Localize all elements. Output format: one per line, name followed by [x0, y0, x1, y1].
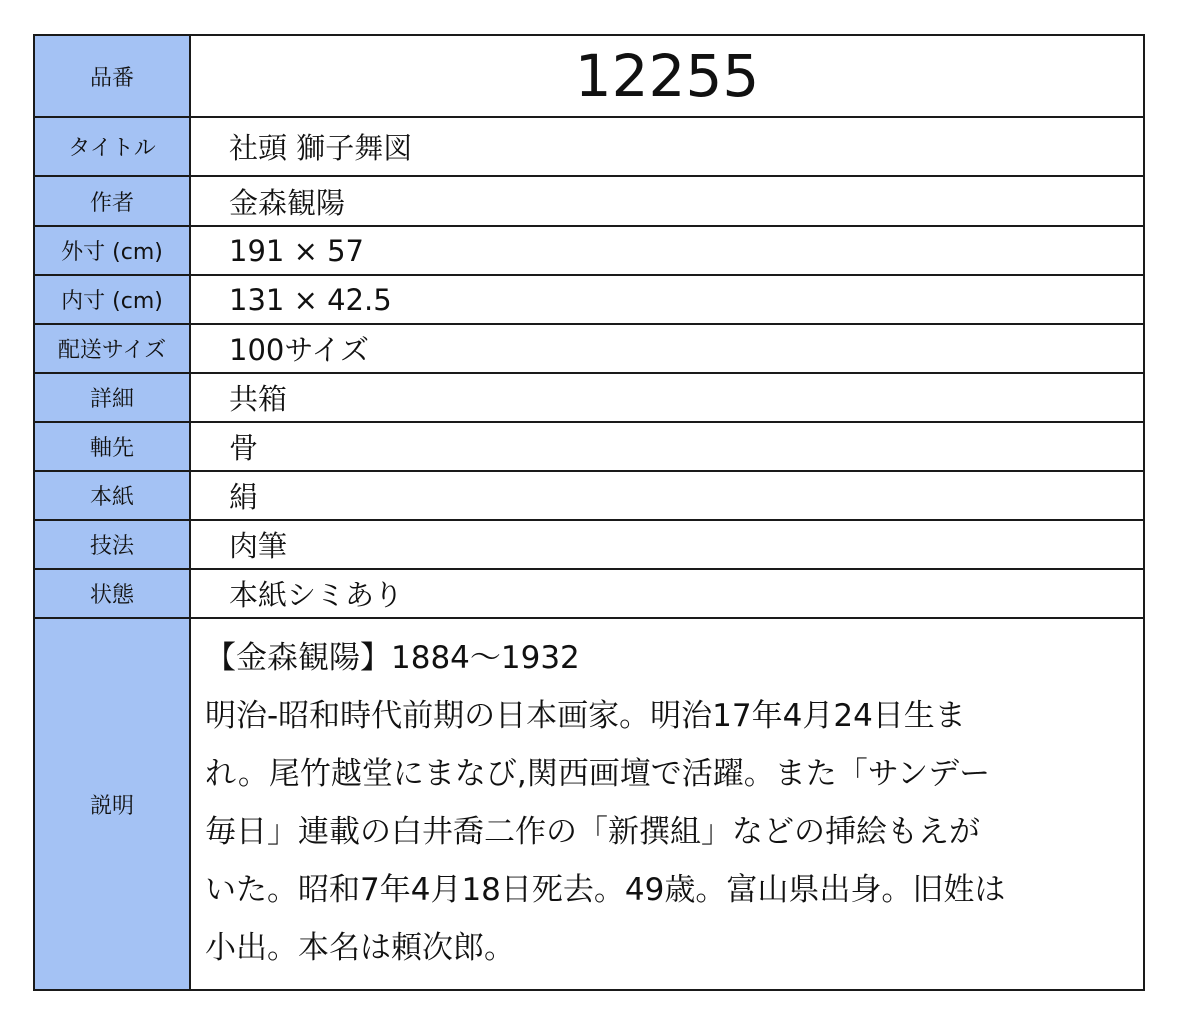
description-label: 説明: [34, 618, 190, 990]
shipping-size-label: 配送サイズ: [34, 324, 190, 373]
description-text: [190, 618, 1144, 990]
row-inner-size: [34, 275, 1144, 324]
description-line: 【金森観陽】1884〜1932: [205, 640, 580, 676]
inner-size-value: 131 × 42.5: [190, 275, 1144, 324]
inner-size-label: 内寸 (cm): [34, 275, 190, 324]
row-description: [34, 618, 1144, 990]
row-roller-ends: [34, 422, 1144, 471]
technique-label: 技法: [34, 520, 190, 569]
product-spec-table: [33, 34, 1145, 991]
row-author: [34, 176, 1144, 226]
row-details: [34, 373, 1144, 422]
description-line: 明治-昭和時代前期の日本画家。明治17年4月24日生ま: [205, 698, 966, 734]
item-number-value: 12255: [190, 35, 1144, 117]
roller-ends-label: 軸先: [34, 422, 190, 471]
title-label: タイトル: [34, 117, 190, 176]
description-line: いた。昭和7年4月18日死去。49歳。富山県出身。旧姓は: [205, 872, 1006, 908]
condition-label: 状態: [34, 569, 190, 618]
row-item-number: [34, 35, 1144, 117]
row-technique: [34, 520, 1144, 569]
author-value: 金森観陽: [190, 176, 1144, 226]
row-base-material: [34, 471, 1144, 520]
item-number-label: 品番: [34, 35, 190, 117]
description-line: 小出。本名は頼次郎。: [205, 930, 515, 966]
base-material-value: 絹: [190, 471, 1144, 520]
outer-size-value: 191 × 57: [190, 226, 1144, 275]
row-outer-size: [34, 226, 1144, 275]
description-line: れ。尾竹越堂にまなび,関西画壇で活躍。また「サンデー: [205, 756, 991, 792]
roller-ends-value: 骨: [190, 422, 1144, 471]
description-line: 毎日」連載の白井喬二作の「新撰組」などの挿絵もえが: [205, 814, 980, 850]
row-condition: [34, 569, 1144, 618]
details-label: 詳細: [34, 373, 190, 422]
outer-size-label: 外寸 (cm): [34, 226, 190, 275]
shipping-size-value: 100サイズ: [190, 324, 1144, 373]
technique-value: 肉筆: [190, 520, 1144, 569]
details-value: 共箱: [190, 373, 1144, 422]
condition-value: 本紙シミあり: [190, 569, 1144, 618]
author-label: 作者: [34, 176, 190, 226]
base-material-label: 本紙: [34, 471, 190, 520]
title-value: 社頭 獅子舞図: [190, 117, 1144, 176]
row-shipping-size: [34, 324, 1144, 373]
row-title: [34, 117, 1144, 176]
